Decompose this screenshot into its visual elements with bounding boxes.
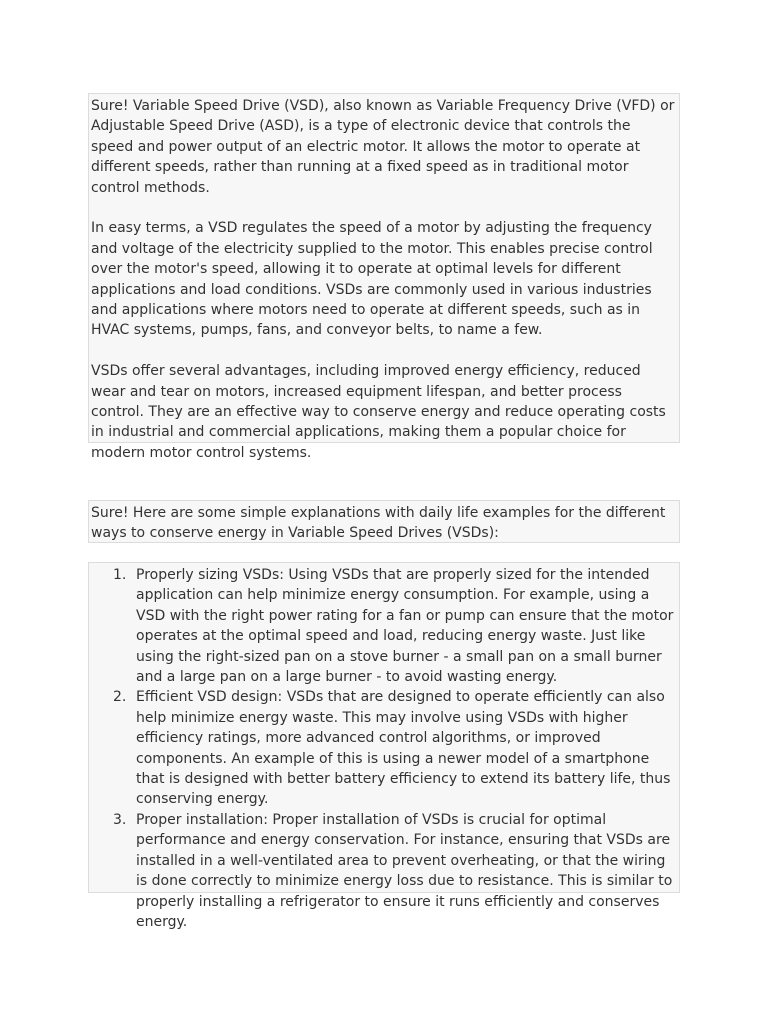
list-item-text: Properly sizing VSDs: Using VSDs that are properly sized for the intended application can help minimize energy consumption. For example, using a VSD with the right power rating for a fan or pump can ensure that the motor operates at the optimal speed and load, reducing energy waste. Just like using the right-sized pan on a stove burner - a small pan on a small burner and a large pan on a large burner - to avoid wasting energy. xyxy=(136,567,674,686)
paragraph-easy-terms: In easy terms, a VSD regulates the speed of a motor by adjusting the frequency and voltage of the electricity supplied to the motor. This enables precise control over the motor's speed, allowing it to operate at optimal levels for different applications and load conditions. VSDs are commonly used in various industries and applications where motors need to operate at different speeds, such as in HVAC systems, pumps, fans, and conveyor belts, to name a few. xyxy=(91,220,653,339)
vsd-explanation-box xyxy=(88,93,680,461)
examples-intro-box xyxy=(88,500,680,543)
list-item-number: 1. xyxy=(113,567,127,583)
energy-conservation-list-box xyxy=(88,562,680,930)
list-item-number: 2. xyxy=(113,689,127,706)
list-item xyxy=(89,565,675,687)
list-item-number: 3. xyxy=(113,811,127,828)
list-item xyxy=(89,687,675,809)
paragraph-advantages: VSDs offer several advantages, including improved energy efficiency, reduced wear and tear on motors, increased equipment lifespan, and better process control. They are an effective way to conserve energy and reduce operating costs in industrial and commercial applications, making them a popular choice for modern motor control systems. xyxy=(91,363,666,461)
list-item-text: Efficient VSD design: VSDs that are designed to operate efficiently can also help minimize energy waste. This may involve using VSDs with higher efficiency ratings, more advanced control algorithms, or improved components. An example of this is using a newer model of a smartphone that is designed with better battery efficiency to extend its battery life, thus conserving energy. xyxy=(136,689,671,808)
examples-intro-text: Sure! Here are some simple explanations with daily life examples for the different ways to conserve energy in Variable Speed Drives (VSDs): xyxy=(91,505,666,542)
list-item-text: Proper installation: Proper installation of VSDs is crucial for optimal performance and energy conservation. For instance, ensuring that VSDs are installed in a well-ventilated area to prevent overheating, or that the wiring is done correctly to minimize energy loss due to resistance. This is similar to properly installing a refrigerator to ensure it runs efficiently and conserves energy. xyxy=(136,811,673,930)
paragraph-definition: Sure! Variable Speed Drive (VSD), also known as Variable Frequency Drive (VFD) or Adjustable Speed Drive (ASD), is a type of electronic device that controls the speed and power output of an electric motor. It allows the motor to operate at different speeds, rather than running at a fixed speed as in traditional motor control methods. xyxy=(91,98,675,196)
energy-conservation-list xyxy=(89,565,675,932)
list-item xyxy=(89,810,675,932)
